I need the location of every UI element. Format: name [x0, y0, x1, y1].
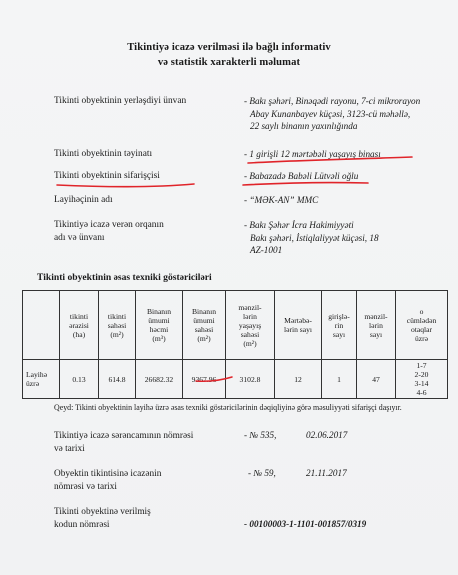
- table-header-cell: girişlə- rin sayı: [322, 291, 357, 360]
- table-cell-rooms: 1-7 2-20 3-14 4-6: [396, 360, 448, 399]
- table-header-cell: tikinti sahəsi (m²): [99, 291, 136, 360]
- issuer-label: Tikintiyə icazə verən orqanın adı və ünvanı: [54, 220, 164, 243]
- indicators-table: [22, 290, 448, 399]
- table-cell: 0.13: [60, 360, 99, 399]
- address-label: Tikinti obyektinin yerləşdiyi ünvan: [54, 96, 187, 106]
- address-value: - Bakı şəhəri, Binəqədi rayonu, 7-ci mikrorayon Abay Kunanbayev küçəsi, 3123-cü məhəllə, 22 saylı binanın yaxınlığında: [244, 96, 421, 131]
- document-title-line-2: və statistik xarakterli məlumat: [157, 57, 301, 68]
- table-cell: 614.8: [99, 360, 136, 399]
- order-date: 02.06.2017: [306, 430, 348, 440]
- code-label: Tikinti obyektinə verilmiş kodun nömrəsi: [54, 507, 151, 530]
- permit-date: 21.11.2017: [306, 468, 347, 478]
- note-text: Qeyd: Tikinti obyektinin layihə üzrə əsas texniki göstəricilərinin dəqiqliyinə görə məsuliyyəti sifarişçi daşıyır.: [54, 403, 402, 412]
- table-cell: 26682.32: [136, 360, 183, 399]
- table-header-cell: Binanın ümumi sahəsi (m²): [183, 291, 226, 360]
- customer-value: - Babazadə Babəli Lütvəli oğlu: [244, 171, 359, 181]
- table-row: [23, 360, 448, 399]
- order-label: Tikintiyə icazə sərəncamının nömrəsi və tarixi: [54, 431, 194, 454]
- table-header-cell: Binanın ümumi həcmi (m³): [136, 291, 183, 360]
- code-value: - 00100003-1-1101-001857/0319: [244, 519, 367, 529]
- document-title-line-1: Tikintiyə icazə verilməsi ilə bağlı informativ: [127, 42, 331, 53]
- table-header-cell: tikinti ərazisi (ha): [60, 291, 99, 360]
- table-header-row: [23, 291, 448, 360]
- table-header-cell: mənzil- lərin sayı: [357, 291, 396, 360]
- permit-label: Obyektin tikintisinə icazənin nömrəsi və tarixi: [54, 469, 162, 492]
- table-cell: 3102.8: [226, 360, 275, 399]
- table-cell: 12: [275, 360, 322, 399]
- designer-value: - “MƏK-AN” MMC: [244, 195, 319, 205]
- issuer-value: - Bakı Şəhər İcra Hakimiyyəti Bakı şəhəri, İstiqlaliyyət küçəsi, 18 AZ-1001: [244, 220, 379, 255]
- purpose-value: - 1 girişli 12 mərtəbəli yaşayış binası: [244, 149, 381, 159]
- designer-label: Layihəçinin adı: [54, 195, 113, 205]
- table-row-header: Layihə üzrə: [23, 360, 60, 399]
- table-cell-total-area: 9367.96: [183, 360, 226, 399]
- table-header-cell: [23, 291, 60, 360]
- table-cell: 47: [357, 360, 396, 399]
- permit-number: - № 59,: [248, 468, 276, 478]
- table-header-cell: o cümlədən otaqlar üzrə: [396, 291, 448, 360]
- customer-label: Tikinti obyektinin sifarişçisi: [54, 171, 160, 181]
- table-header-cell: Mərtəbə- lərin sayı: [275, 291, 322, 360]
- purpose-label: Tikinti obyektinin təyinatı: [54, 149, 153, 159]
- table-header-cell: mənzil- lərin yaşayış sahəsi (m²): [226, 291, 275, 360]
- order-number: - № 535,: [244, 430, 277, 440]
- section-title: Tikinti obyektinin əsas texniki göstəriciləri: [37, 272, 212, 283]
- table-cell: 1: [322, 360, 357, 399]
